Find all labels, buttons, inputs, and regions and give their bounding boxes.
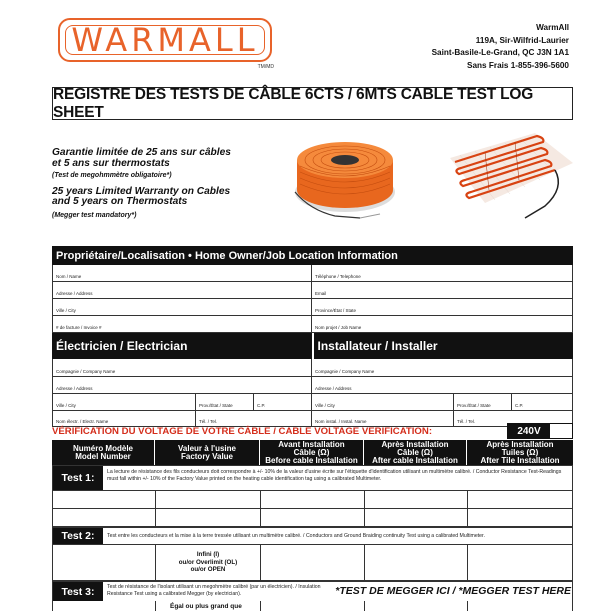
company-name: WarmAll bbox=[536, 23, 569, 32]
voltage-box[interactable] bbox=[507, 423, 573, 439]
test-2-after-tile-cell[interactable] bbox=[468, 545, 572, 580]
cable-spool-image bbox=[290, 130, 400, 225]
installer-postal-field[interactable]: C.P. bbox=[515, 403, 524, 408]
form-row bbox=[53, 265, 572, 282]
electrician-installer-header bbox=[52, 333, 573, 359]
owner-section-header: Propriétaire/Localisation • Home Owner/Job Location Information bbox=[52, 246, 573, 265]
test-3-entry-row bbox=[52, 601, 573, 611]
owner-info-section bbox=[52, 246, 573, 427]
test-3-label: Test 3: bbox=[53, 582, 103, 601]
warranty-en-note: (Megger test mandatory*) bbox=[52, 211, 137, 219]
installer-header: Installateur / Installer bbox=[314, 333, 574, 359]
test-1-row bbox=[52, 465, 573, 491]
test-3-expected-value: Égal ou plus grand que bbox=[170, 603, 242, 610]
test-1-after-tile-cell[interactable] bbox=[468, 491, 572, 508]
electrician-state-field[interactable]: Prov./État / State bbox=[196, 394, 254, 410]
owner-phone-field[interactable]: Téléphone / Telephone bbox=[315, 274, 361, 279]
test-3-model-cell[interactable] bbox=[53, 601, 156, 611]
col-after-cable-install: Après Installation Câble (Ω) After cable Installation bbox=[364, 440, 467, 465]
heating-mat-image bbox=[425, 128, 575, 223]
warranty-fr-note: (Test de megohmmètre obligatoire*) bbox=[52, 172, 172, 179]
company-phone: Sans Frais 1-855-396-5600 bbox=[467, 60, 569, 70]
test-3-after-cable-cell[interactable] bbox=[365, 601, 468, 611]
owner-city-field[interactable]: Ville / City bbox=[53, 299, 312, 315]
form-row bbox=[53, 299, 572, 316]
installer-state-field[interactable]: Prov./État / State bbox=[454, 394, 512, 410]
form-row bbox=[53, 377, 572, 394]
warranty-en-line2: and 5 years on Thermostats bbox=[52, 196, 188, 207]
test-1-after-tile-cell[interactable] bbox=[468, 509, 572, 526]
col-after-tile-install: Après Installation Tuiles (Ω) After Tile Installation bbox=[467, 440, 573, 465]
voltage-value: 240V bbox=[508, 424, 550, 438]
electrician-company-field[interactable]: Compagnie / Company Name bbox=[53, 359, 312, 376]
test-1-after-cable-cell[interactable] bbox=[365, 491, 468, 508]
warranty-en-line1: 25 years Limited Warranty on Cables bbox=[52, 185, 231, 197]
electrician-address-field[interactable]: Adresse / Address bbox=[53, 377, 312, 393]
test-3-description: Test de résistance de l'isolant utilisant un megohmètre calibré (par un électricien). / Insulation Resistance Test using a calibrated Megger (by electrician). bbox=[107, 584, 321, 597]
electrician-tel-field[interactable]: Tél. / Tel. bbox=[196, 411, 312, 426]
electrician-header: Électricien / Electrician bbox=[52, 333, 314, 359]
installer-address-field[interactable]: Adresse / Address bbox=[315, 386, 352, 391]
test-1-before-cell[interactable] bbox=[261, 509, 365, 526]
company-city: Saint-Basile-Le-Grand, QC J3N 1A1 bbox=[431, 48, 569, 57]
logo-trademark: TM/MD bbox=[257, 64, 274, 70]
warranty-fr-line2: et 5 ans sur thermostats bbox=[52, 157, 170, 169]
test-1-description: La lecture de résistance des fils conducteurs doit correspondre à +/- 10% de la valeur d'usine écrite sur l'étiquette d'identification utilisant un multimètre calibré. / Conductor Resistance Test-Readings must fall within +/- 10% of the Factory Value printed on the heating cable identification tag using a calibrated Multimeter. bbox=[107, 469, 562, 482]
owner-state-field[interactable]: Province/État / State bbox=[315, 308, 357, 313]
test-2-model-cell[interactable] bbox=[53, 545, 156, 580]
owner-email-field[interactable]: Email bbox=[315, 291, 327, 296]
test-1-factory-cell[interactable] bbox=[156, 491, 261, 508]
test-3-before-cell[interactable] bbox=[261, 601, 365, 611]
test-table-header bbox=[52, 440, 573, 465]
installer-tel-field[interactable]: Tél. / Tel. bbox=[457, 419, 476, 424]
installer-name-field[interactable]: Nom instal. / Instal. Name bbox=[312, 411, 454, 426]
test-3-after-tile-cell[interactable] bbox=[468, 601, 572, 611]
company-address bbox=[432, 22, 569, 72]
test-1-model-cell[interactable] bbox=[53, 491, 156, 508]
owner-address-field[interactable]: Adresse / Address bbox=[53, 282, 312, 298]
form-row bbox=[53, 316, 572, 333]
col-model-number: Numéro Modèle Model Number bbox=[52, 440, 155, 465]
test-2-entry-row bbox=[52, 545, 573, 581]
invoice-number-field[interactable]: # de facture / Invoice # bbox=[53, 316, 312, 332]
electrician-name-field[interactable]: Nom électr. / Electr. Name bbox=[53, 411, 196, 426]
test-2-label: Test 2: bbox=[53, 528, 103, 544]
company-street: 119A, Sir-Wilfrid-Laurier bbox=[475, 35, 569, 45]
test-2-after-cable-cell[interactable] bbox=[365, 545, 468, 580]
test-1-after-cable-cell[interactable] bbox=[365, 509, 468, 526]
test-2-description: Test entre les conducteurs et la mise à la terre tressée utilisant un multimètre calibré. / Conductors and Ground Braiding continuity Test using a calibrated Multimeter. bbox=[107, 532, 485, 539]
document-title: REGISTRE DES TESTS DE CÂBLE 6CTS / 6MTS CABLE TEST LOG SHEET bbox=[53, 85, 534, 121]
warmall-logo bbox=[58, 18, 272, 68]
document-title-box bbox=[52, 87, 573, 120]
form-row bbox=[53, 282, 572, 299]
installer-city-field[interactable]: Ville / City bbox=[312, 394, 454, 410]
voltage-verification bbox=[52, 423, 573, 439]
owner-name-field[interactable]: Nom / Name bbox=[53, 265, 312, 281]
job-name-field[interactable]: Nom projet / Job Name bbox=[315, 325, 362, 330]
test-1-before-cell[interactable] bbox=[261, 491, 365, 508]
test-1-model-cell[interactable] bbox=[53, 509, 156, 526]
col-before-install: Avant Installation Câble (Ω) Before cable Installation bbox=[260, 440, 364, 465]
electrician-city-field[interactable]: Ville / City bbox=[53, 394, 196, 410]
warranty-fr-line1: Garantie limitée de 25 ans sur câbles bbox=[52, 147, 231, 158]
megger-test-note: *TEST DE MEGGER ICI / *MEGGER TEST HERE bbox=[335, 585, 571, 597]
electrician-postal-field[interactable]: C.P. bbox=[254, 394, 312, 410]
voltage-checkbox[interactable] bbox=[550, 424, 572, 438]
col-factory-value: Valeur à l'usine Factory Value bbox=[155, 440, 260, 465]
test-1-entry-row bbox=[52, 509, 573, 527]
test-1-label: Test 1: bbox=[53, 466, 103, 490]
test-1-entry-row bbox=[52, 491, 573, 509]
warranty-block bbox=[52, 148, 292, 221]
logo-text: WARMALL bbox=[71, 21, 259, 59]
test-2-row bbox=[52, 527, 573, 545]
form-row bbox=[53, 394, 572, 411]
test-1-factory-cell[interactable] bbox=[156, 509, 261, 526]
form-row bbox=[53, 359, 572, 377]
installer-company-field[interactable]: Compagnie / Company Name bbox=[315, 369, 375, 374]
test-2-expected-value: Infini (I) ou/or Overlimit (OL) ou/or OPEN bbox=[156, 545, 261, 580]
test-2-before-cell[interactable] bbox=[261, 545, 365, 580]
voltage-verification-label: VÉRIFICATION DU VOLTAGE DE VOTRE CÂBLE / CABLE VOLTAGE VERIFICATION: bbox=[52, 425, 433, 437]
